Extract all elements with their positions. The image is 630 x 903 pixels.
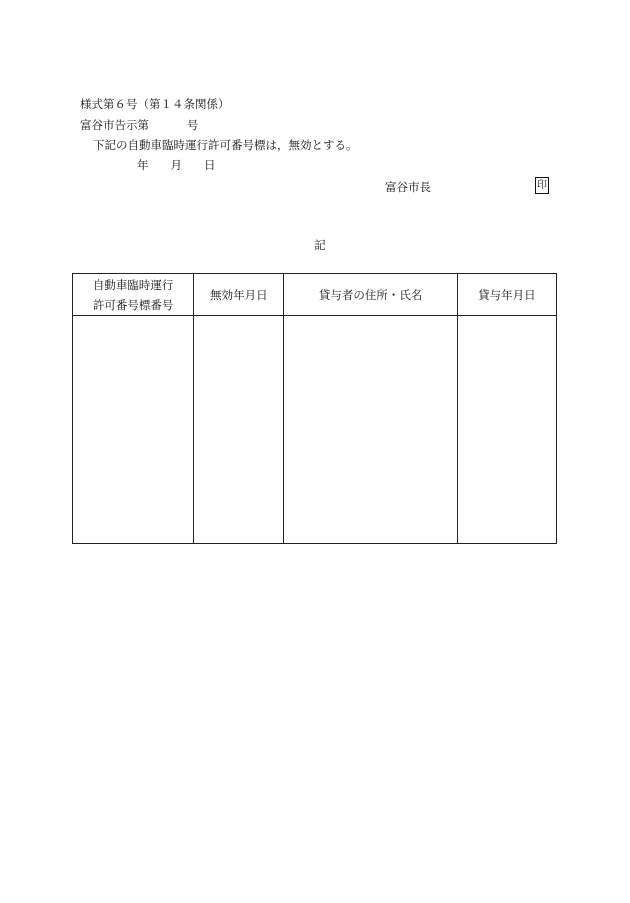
notice-number-line	[80, 118, 199, 132]
cell-permit-number	[73, 316, 194, 544]
date-year: 年	[137, 158, 149, 172]
header-lender-label: 貸与者の住所・氏名	[318, 287, 423, 302]
seal-box: 印	[535, 177, 549, 194]
section-heading: 記	[314, 238, 326, 252]
notice-suffix: 号	[187, 118, 199, 132]
header-invalid-date	[194, 274, 284, 316]
header-lender-address-name	[284, 274, 457, 316]
date-day: 日	[204, 158, 216, 172]
mayor-title: 富谷市長	[385, 180, 431, 194]
table-row	[73, 316, 557, 544]
notice-body-text: 下記の自動車臨時運行許可番号標は，無効とする。	[93, 138, 358, 152]
header-lending-date	[457, 274, 556, 316]
header-lending-date-label: 貸与年月日	[478, 287, 536, 302]
header-permit-number-line1: 自動車臨時運行	[92, 277, 174, 292]
header-permit-number	[73, 274, 194, 316]
date-month: 月	[170, 158, 182, 172]
cell-lending-date	[457, 316, 556, 544]
cell-lender-address-name	[284, 316, 457, 544]
header-invalid-date-label: 無効年月日	[210, 287, 268, 302]
notice-prefix: 富谷市告示第	[80, 118, 149, 132]
form-number-label: 様式第６号（第１４条関係）	[80, 97, 230, 111]
header-permit-number-line2: 許可番号標番号	[92, 297, 174, 312]
cell-invalid-date	[194, 316, 284, 544]
table-header-row	[73, 274, 557, 316]
date-line	[137, 158, 216, 172]
records-table	[72, 273, 557, 544]
